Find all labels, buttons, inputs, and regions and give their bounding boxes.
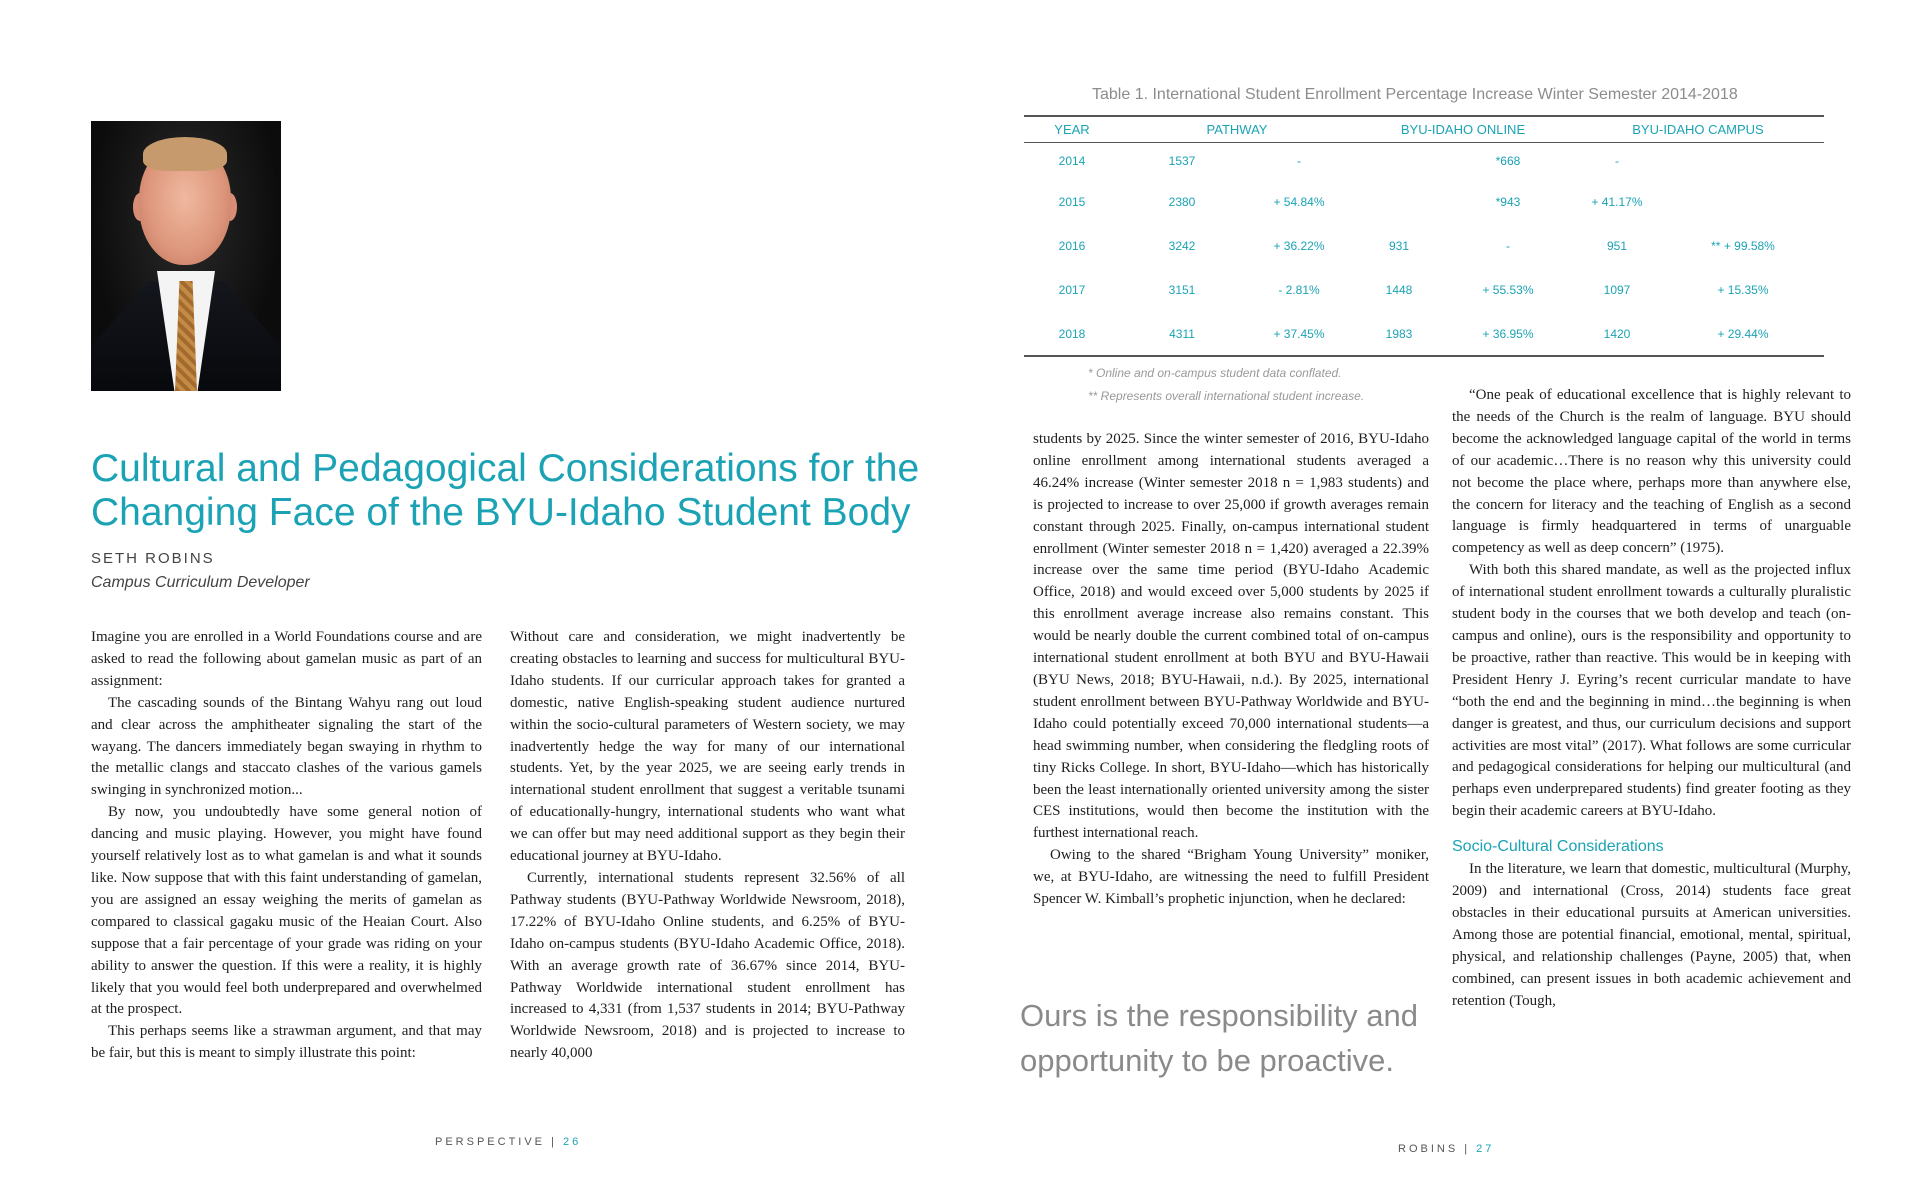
paragraph: The cascading sounds of the Bintang Wahyu rang out loud and clear across the amphitheater signaling the start of the wayang. The dancers immediately began swaying in rhythm to the metallic clangs and staccato clashes of the various gamels swinging in synchronized motion... [91,694,482,799]
table-cell: 2380 [1168,195,1196,209]
table-cell: 1097 [1603,283,1631,297]
paragraph: In the literature, we learn that domestic, multicultural (Murphy, 2009) and international (Cross, 2014) students face great obstacles in their educational pursuits at American universities. Among those are potential financial, emotional, mental, spiritual, physical, and relationship challenges (Payne, 2005) that, when combined, can present issues in both academic achievement and retention (Tough, [1452,861,1851,1009]
table-cell: + 15.35% [1717,283,1769,297]
table-cell: 1420 [1572,312,1662,356]
table-cell: 1983 [1354,312,1444,356]
body-column-4 [1452,385,1851,1012]
table-cell [1354,180,1444,224]
article-title: Cultural and Pedagogical Considerations for the Changing Face of the BYU-Idaho Student Body [91,447,920,534]
paragraph: Owing to the shared “Brigham Young University” moniker, we, at BYU-Idaho, are witnessing the need to fulfill President Spencer W. Kimball’s prophetic injunction, when he declared: [1033,847,1429,908]
paragraph: “One peak of educational excellence that is highly relevant to the needs of the Church is the realm of language. BYU should become the acknowledged language capital of the world in terms of our academic…There is no reason why this university could not become the place where, perhaps more than anywhere else, the concern for literacy and the teaching of English as a second language is firmly headquartered in terms of unarguable competency as well as deep concern” (1975). [1452,387,1851,557]
paragraph: By now, you undoubtedly have some general notion of dancing and music playing. However, you might have found yourself relatively lost as to what gamelan is and what it sounds like. Now suppose that with this faint understanding of gamelan, you are assigned an essay weighing the merits of gamelan as compared to classical gagaku music of the Heaian Court. Also suppose that a fair percentage of your grade was riding on your ability to answer the question. If this were a reality, it is highly likely that you would feel both underprepared and overwhelmed at the prospect. [91,804,482,1018]
table-header: PATHWAY [1120,116,1354,142]
table-cell: - [1506,239,1510,253]
table-cell: + 29.44% [1662,312,1824,356]
page-footer-right [1398,1143,1494,1155]
table-cell: 951 [1606,239,1628,253]
body-column-3 [1033,429,1429,911]
table-row [1024,142,1824,180]
table-cell: 3151 [1168,283,1196,297]
table-cell: 3242 [1168,239,1196,253]
footer-separator: | [1464,1143,1471,1155]
page-number: 27 [1476,1143,1495,1155]
page-footer-left [435,1136,581,1148]
table-row [1024,268,1824,312]
footer-separator: | [551,1136,557,1148]
enrollment-table [1024,115,1824,357]
table-footnote: * Online and on-campus student data conflated. [1088,366,1342,380]
table-row [1024,224,1824,268]
table-cell: 2015 [1058,195,1086,209]
table-cell: 1448 [1385,283,1413,297]
body-column-1 [91,627,482,1065]
author-portrait [91,121,281,391]
table-header: BYU-IDAHO CAMPUS [1572,116,1824,142]
paragraph: Currently, international students represent 32.56% of all Pathway students (BYU-Pathway Worldwide Newsroom, 2018), 17.22% of BYU-Idaho Online students, and 6.25% of BYU-Idaho on-campus students (BYU-Idaho Academic Office, 2018). With an average growth rate of 36.67% since 2014, BYU-Pathway Worldwide international student enrollment has increased to 4,331 (from 1,537 students in 2014; BYU-Pathway Worldwide Newsroom, 2018) and is projected to increase to nearly 40,000 [510,869,905,1062]
table-cell: - [1615,154,1619,169]
portrait-hair [143,137,227,171]
paragraph: With both this shared mandate, as well as the projected influx of international student enrollment towards a culturally pluralistic student body in the courses that we both develop and teach (on-campus and online), ours is the responsibility and opportunity to be proactive, rather than reactive. This would be in keeping with President Henry J. Eyring’s recent curricular mandate to have “both the end and the beginning in mind…the beginning is when danger is greatest, and thus, our curriculum decisions and support activities are most vital” (2017). What follows are some curricular and pedagogical considerations for helping our multicultural (and perhaps even underprepared students) find greater footing as they begin their academic careers at BYU-Idaho. [1452,562,1851,820]
table-footnote: ** Represents overall international student increase. [1088,389,1365,403]
table-cell: + 36.22% [1273,239,1325,253]
table-cell: 1537 [1168,154,1196,169]
table-row [1024,180,1824,224]
body-column-2 [510,627,905,1065]
author-role: Campus Curriculum Developer [91,574,310,591]
table-header-row [1024,116,1824,142]
pull-quote: Ours is the responsibility and opportunity to be proactive. [1020,998,1419,1078]
table-cell: + 41.17% [1591,195,1643,209]
paragraph: Imagine you are enrolled in a World Foundations course and are asked to read the following about gamelan music as part of an assignment: [91,629,482,689]
table-cell: - [1297,154,1301,169]
table-row [1024,312,1824,356]
table-cell: *943 [1495,195,1521,209]
table-cell: + 37.45% [1244,312,1354,356]
table-cell: + 55.53% [1482,283,1534,297]
paragraph: This perhaps seems like a strawman argument, and that may be fair, but this is meant to simply illustrate this point: [91,1023,482,1062]
page-number: 26 [563,1136,582,1148]
footer-label: ROBINS [1398,1143,1459,1155]
paragraph: students by 2025. Since the winter semester of 2016, BYU-Idaho online enrollment among international students averaged a 46.24% increase (Winter semester 2018 n = 1,983 students) and is projected to increase to over 25,000 if growth averages remain constant through 2025. Finally, on-campus international student enrollment (Winter semester 2018 n = 1,420) averaged a 22.39% increase over the same time period (BYU-Idaho Academic Office, 2018) and would exceed over 5,000 students by 2025 if this enrollment average increase also remains constant. This would be nearly double the current combined total of on-campus international student enrollment at both BYU and BYU-Hawaii (BYU News, 2018; BYU-Hawaii, n.d.). By 2025, international student enrollment between BYU-Pathway Worldwide and BYU-Idaho could potentially exceed 70,000 international students—a head swimming number, when considering the fledgling roots of tiny Ricks College. In short, BYU-Idaho—which has historically been the least internationally oriented university among the sister CES institutions, would then become the institution with the furthest international reach. [1033,431,1429,842]
table-cell: 2017 [1058,283,1086,297]
table-cell: + 36.95% [1444,312,1572,356]
table-cell: 2016 [1058,239,1086,253]
table-caption: Table 1. International Student Enrollment Percentage Increase Winter Semester 2014-2018 [1092,86,1738,103]
author-name: SETH ROBINS [91,550,215,567]
table-cell [1354,142,1444,180]
paragraph: Without care and consideration, we might inadvertently be creating obstacles to learning and success for multicultural BYU-Idaho students. If our curricular approach takes for granted a domestic, native English-speaking student audience nurtured within the socio-cultural parameters of Western society, we may inadvertently hedge the way for many of our international students. Yet, by the year 2025, we are seeing early trends in international student enrollment that suggest a veritable tsunami of educationally-hungry, international students who want what we can offer but may need additional support as they begin their educational journey at BYU-Idaho. [510,629,905,865]
table-cell: *668 [1495,154,1521,169]
table-cell: - 2.81% [1278,283,1320,297]
table-cell: ** + 99.58% [1711,239,1775,253]
footer-label: PERSPECTIVE [435,1136,546,1148]
table-header: BYU-IDAHO ONLINE [1354,116,1572,142]
table-cell [1662,142,1824,180]
table-cell: 931 [1388,239,1410,253]
table-cell: 4311 [1120,312,1244,356]
table-cell: 2014 [1058,154,1086,169]
section-heading: Socio-Cultural Considerations [1452,838,1664,856]
table-header: YEAR [1024,116,1120,142]
table-cell: + 54.84% [1273,195,1325,209]
table-cell [1662,180,1824,224]
table-cell: 2018 [1024,312,1120,356]
